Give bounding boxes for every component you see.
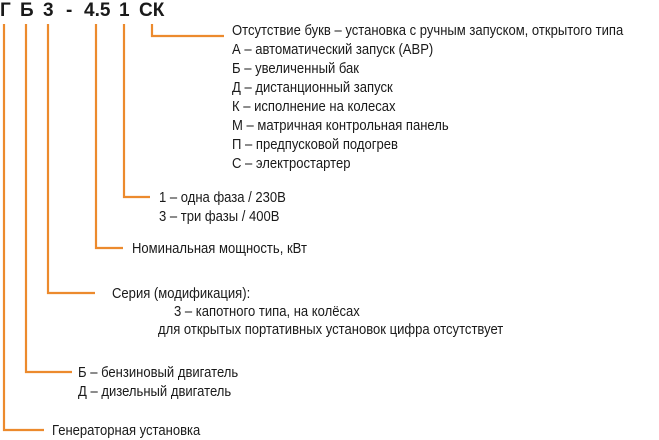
connector-phase [124,24,150,197]
legend-options-item: Б – увеличенный бак [232,61,360,77]
code-letter-g: Г [0,0,11,21]
legend-phase-item: 1 – одна фаза / 230В [159,190,286,206]
code-options: СК [139,0,165,21]
legend-phase-item: 3 – три фазы / 400В [159,209,280,225]
legend-options-item: К – исполнение на колесах [232,99,396,115]
legend-options-item: П – предпусковой подогрев [232,137,398,153]
connector-power [96,24,123,248]
code-phase: 1 [119,0,130,21]
legend-series-title: Серия (модификация): [112,286,251,302]
legend-series-item: для открытых портативных установок цифра отсутствует [158,322,504,338]
legend-options-item: А – автоматический запуск (АВР) [232,42,434,58]
legend-series-item: 3 – капотного типа, на колёсах [174,304,360,320]
legend-options-item: Отсутствие букв – установка с ручным запуском, открытого типа [232,23,624,39]
legend-generator-label: Генераторная установка [52,423,201,439]
connector-generator [4,24,44,430]
legend-power-label: Номинальная мощность, кВт [132,241,307,257]
code-power: 4.5 [84,0,111,21]
legend-options-item: С – электростартер [232,156,351,172]
code-dash: - [66,0,73,21]
connector-series [48,24,95,293]
legend-engine-item: Б – бензиновый двигатель [78,365,239,381]
legend-options-item: Д – дистанционный запуск [232,80,393,96]
legend-engine-item: Д – дизельный двигатель [78,384,232,400]
legend-options-item: М – матричная контрольная панель [232,118,449,134]
connector-options [152,24,224,36]
code-letter-b: Б [20,0,34,21]
code-series: 3 [43,0,54,21]
